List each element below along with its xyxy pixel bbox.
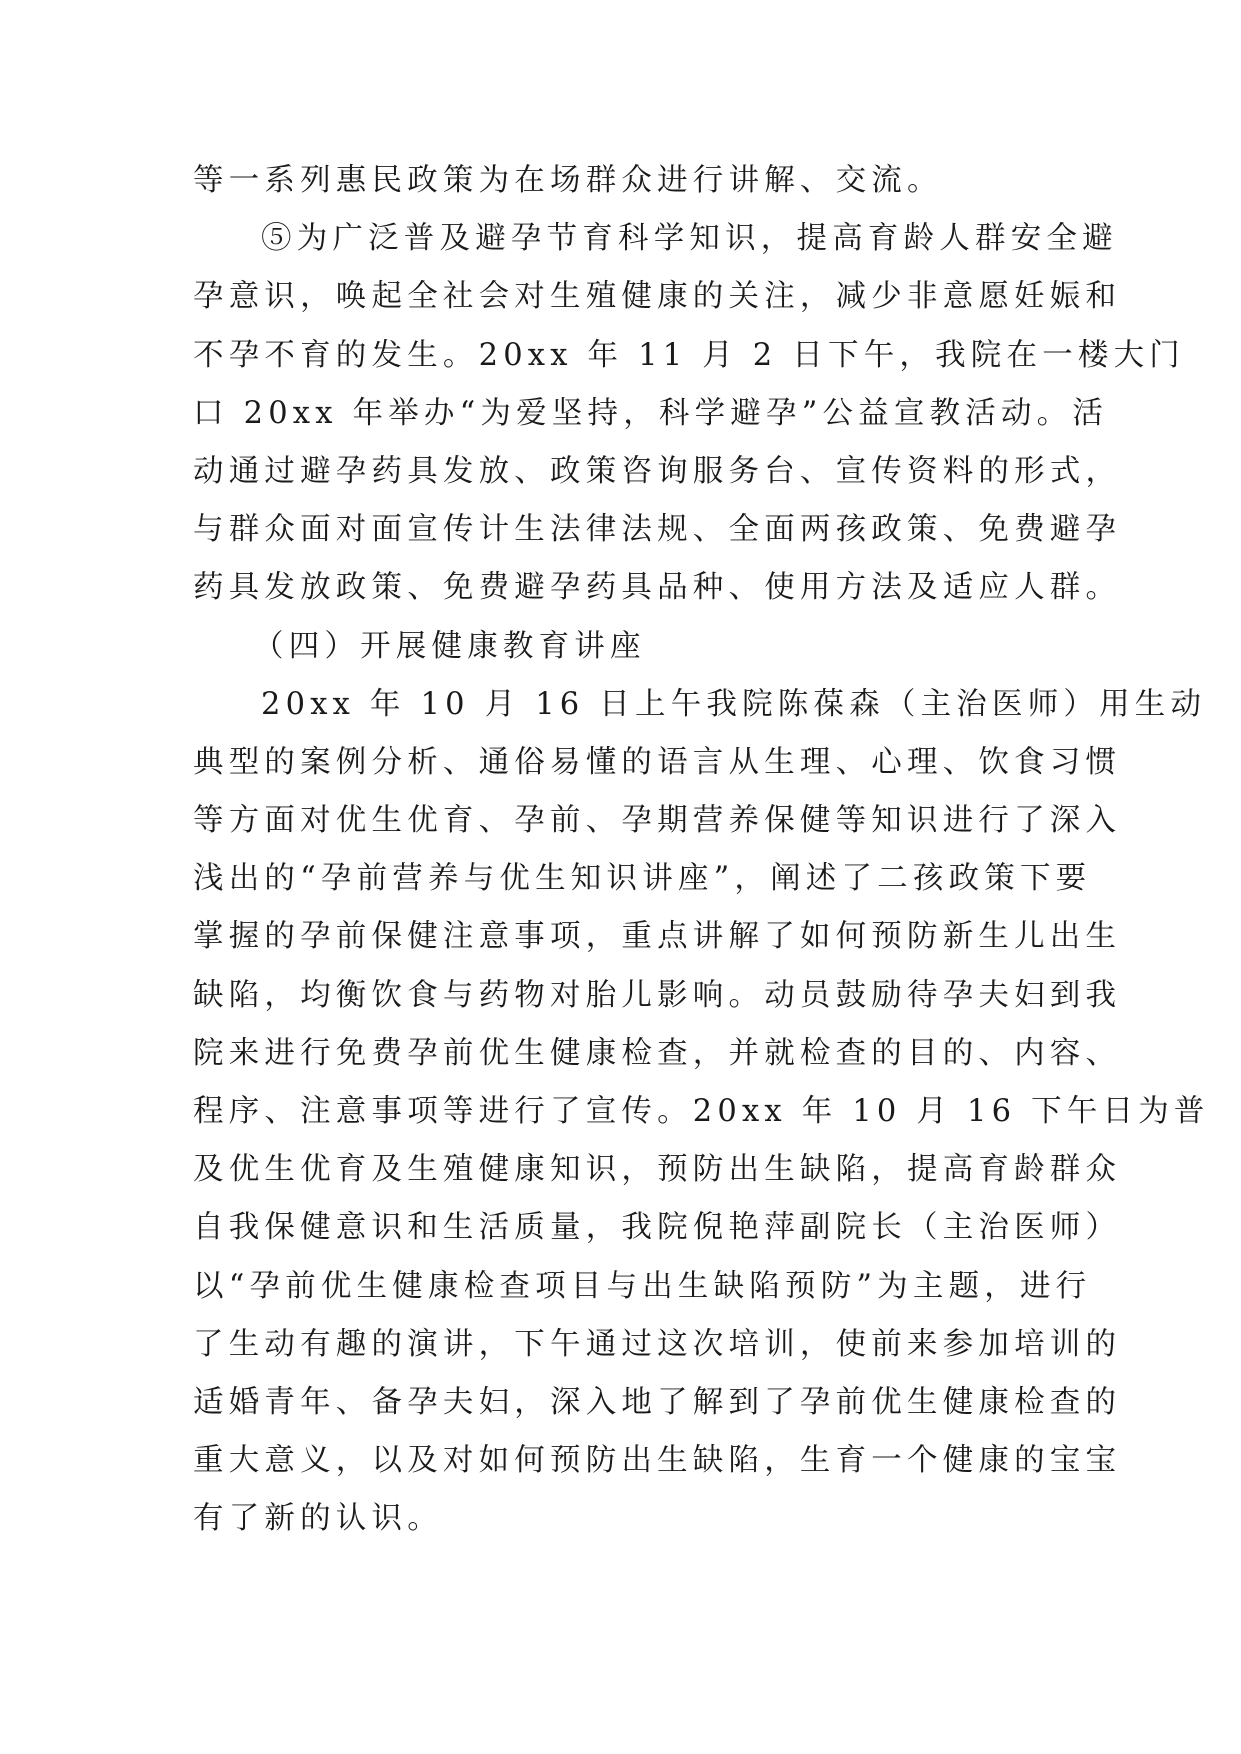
paragraph-line: 及优生优育及生殖健康知识，预防出生缺陷，提高育龄群众 bbox=[193, 1152, 1122, 1188]
paragraph-line: ⑤为广泛普及避孕节育科学知识，提高育龄人群安全避 bbox=[261, 221, 1118, 257]
paragraph-line: 孕意识，唤起全社会对生殖健康的关注，减少非意愿妊娠和 bbox=[193, 279, 1122, 315]
paragraph-line: 适婚青年、备孕夫妇，深入地了解到了孕前优生健康检查的 bbox=[193, 1384, 1122, 1420]
paragraph-line: 20xx 年 10 月 16 日上午我院陈葆森（主治医师）用生动 bbox=[261, 686, 1207, 722]
paragraph-line: 不孕不育的发生。20xx 年 11 月 2 日下午，我院在一楼大门 bbox=[193, 337, 1186, 373]
paragraph-line: 以“孕前优生健康检查项目与出生缺陷预防”为主题，进行 bbox=[193, 1268, 1092, 1304]
paragraph-line: 重大意义，以及对如何预防出生缺陷，生育一个健康的宝宝 bbox=[193, 1443, 1122, 1479]
paragraph-line: 药具发放政策、免费避孕药具品种、使用方法及适应人群。 bbox=[193, 570, 1122, 606]
paragraph-line: 等方面对优生优育、孕前、孕期营养保健等知识进行了深入 bbox=[193, 803, 1122, 839]
paragraph-line: 缺陷，均衡饮食与药物对胎儿影响。动员鼓励待孕夫妇到我 bbox=[193, 977, 1122, 1013]
paragraph-line: 典型的案例分析、通俗易懂的语言从生理、心理、饮食习惯 bbox=[193, 744, 1122, 780]
paragraph-line: 了生动有趣的演讲，下午通过这次培训，使前来参加培训的 bbox=[193, 1326, 1122, 1362]
paragraph-line: 掌握的孕前保健注意事项，重点讲解了如何预防新生儿出生 bbox=[193, 919, 1122, 955]
document-body bbox=[193, 152, 1210, 1549]
paragraph-line: 动通过避孕药具发放、政策咨询服务台、宣传资料的形式， bbox=[193, 453, 1122, 489]
paragraph-line: 口 20xx 年举办“为爱坚持，科学避孕”公益宣教活动。活 bbox=[193, 395, 1109, 431]
paragraph-line: 自我保健意识和生活质量，我院倪艳萍副院长（主治医师） bbox=[193, 1210, 1122, 1246]
paragraph-line: 浅出的“孕前营养与优生知识讲座”，阐述了二孩政策下要 bbox=[193, 861, 1092, 897]
paragraph-line: 等一系列惠民政策为在场群众进行讲解、交流。 bbox=[193, 163, 943, 198]
section-heading: （四）开展健康教育讲座 bbox=[253, 628, 646, 664]
paragraph-line: 有了新的认识。 bbox=[193, 1501, 443, 1537]
paragraph-line: 院来进行免费孕前优生健康检查，并就检查的目的、内容、 bbox=[193, 1035, 1122, 1071]
paragraph-line: 与群众面对面宣传计生法律法规、全面两孩政策、免费避孕 bbox=[193, 512, 1122, 548]
paragraph-line: 程序、注意事项等进行了宣传。20xx 年 10 月 16 下午日为普 bbox=[193, 1094, 1210, 1129]
